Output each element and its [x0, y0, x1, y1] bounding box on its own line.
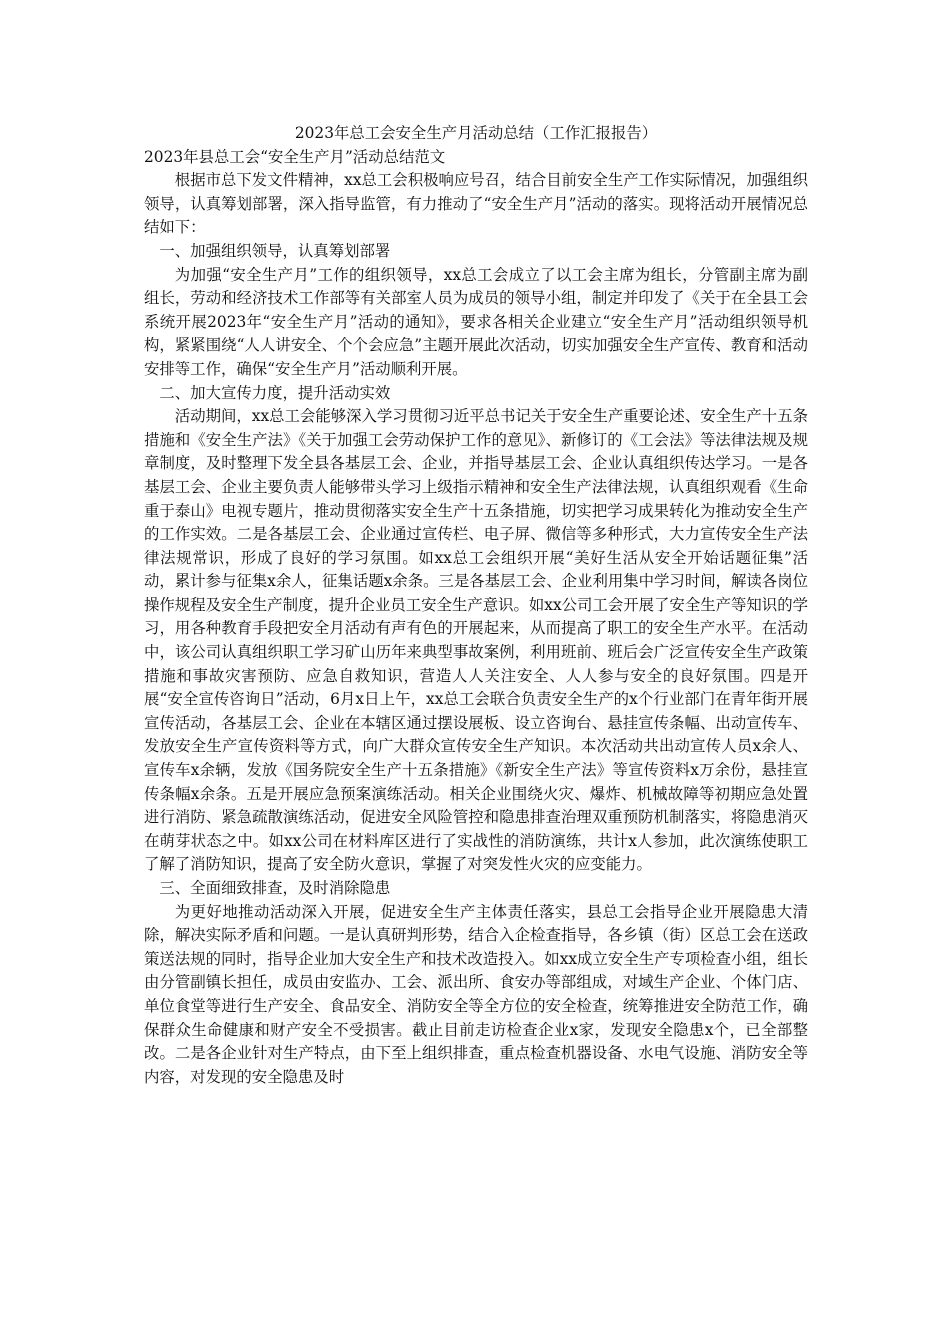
section-heading-3: 三、全面细致排查，及时消除隐患: [159, 879, 391, 897]
document-subtitle: 2023年县总工会“安全生产月”活动总结范文: [144, 147, 446, 166]
section-body-2: 活动期间，xx总工会能够深入学习贯彻习近平总书记关于安全生产重要论述、安全生产十五条措施和《安全生产法》《关于加强工会劳动保护工作的意见》、新修订的《工会法》等法律法规及规章制度，及时整理下发全县各基层工会、企业，并指导基层工会、企业认真组织传达学习。一是各基层工会、企业主要负责人能够带头学习上级指示精神和安全生产法律法规，认真组织观看《生命重于泰山》电视专题片，推动贯彻落实安全生产十五条措施，切实把学习成果转化为推动安全生产的工作实效。二是各基层工会、企业通过宣传栏、电子屏、微信等多种形式，大力宣传安全生产法律法规常识，形成了良好的学习氛围。如xx总工会组织开展“美好生活从安全开始话题征集”活动，累计参与征集x余人，征集话题x余条。三是各基层工会、企业利用集中学习时间，解读各岗位操作规程及安全生产制度，提升企业员工安全生产意识。如xx公司工会开展了安全生产等知识的学习，用各种教育手段把安全月活动有声有色的开展起来，从而提高了职工的安全生产水平。在活动中，该公司认真组织职工学习矿山历年来典型事故案例，利用班前、班后会广泛宣传安全生产政策措施和事故灾害预防、应急自救知识，营造人人关注安全、人人参与安全的良好氛围。四是开展“安全宣传咨询日”活动，6月x日上午，xx总工会联合负责安全生产的x个行业部门在青年街开展宣传活动，各基层工会、企业在本辖区通过摆设展板、设立咨询台、悬挂宣传条幅、出动宣传车、发放安全生产宣传资料等方式，向广大群众宣传安全生产知识。本次活动共出动宣传人员x余人、宣传车x余辆，发放《国务院安全生产十五条措施》《新安全生产法》等宣传资料x万余份，悬挂宣传条幅x余条。五是开展应急预案演练活动。相关企业围绕火灾、爆炸、机械故障等初期应急处置进行消防、紧急疏散演练活动，促进安全风险管控和隐患排查治理双重预防机制落实，将隐患消灭在萌芽状态之中。如xx公司在材料库区进行了实战性的消防演练，共计x人参加，此次演练使职工了解了消防知识，提高了安全防火意识，掌握了对突发性火灾的应变能力。: [144, 407, 808, 874]
section-body-3: 为更好地推动活动深入开展，促进安全生产主体责任落实，县总工会指导企业开展隐患大清除，解决实际矛盾和问题。一是认真研判形势，结合入企检查指导，各乡镇（街）区总工会在送政策送法规的同时，指导企业加大安全生产和技术改造投入。如xx成立安全生产专项检查小组，组长由分管副镇长担任，成员由安监办、工会、派出所、食安办等部组成，对域生产企业、个体门店、单位食堂等进行生产安全、食品安全、消防安全等全方位的安全检查，统筹推进安全防范工作，确保群众生命健康和财产安全不受损害。截止目前走访检查企业x家，发现安全隐患x个，已全部整改。二是各企业针对生产特点，由下至上组织排查，重点检查机器设备、水电气设施、消防安全等内容，对发现的安全隐患及时: [144, 902, 808, 1086]
section-body-1: 为加强“安全生产月”工作的组织领导，xx总工会成立了以工会主席为组长，分管副主席为副组长，劳动和经济技术工作部等有关部室人员为成员的领导小组，制定并印发了《关于在全县工会系统开展2023年“安全生产月”活动的通知》，要求各相关企业建立“安全生产月”活动组织领导机构，紧紧围绕“人人讲安全、个个会应急”主题开展此次活动，切实加强安全生产宣传、教育和活动安排等工作，确保“安全生产月”活动顺利开展。: [144, 265, 808, 378]
intro-paragraph: 根据市总下发文件精神，xx总工会积极响应号召，结合目前安全生产工作实际情况，加强组织领导，认真筹划部署，深入指导监管，有力推动了“安全生产月”活动的落实。现将活动开展情况总结如下：: [144, 171, 808, 237]
section-heading-2: 二、加大宣传力度，提升活动实效: [159, 383, 391, 402]
document-page: [144, 122, 808, 1089]
section-heading-1: 一、加强组织领导，认真筹划部署: [159, 241, 391, 260]
document-title: 2023年总工会安全生产月活动总结（工作汇报报告）: [294, 124, 658, 142]
